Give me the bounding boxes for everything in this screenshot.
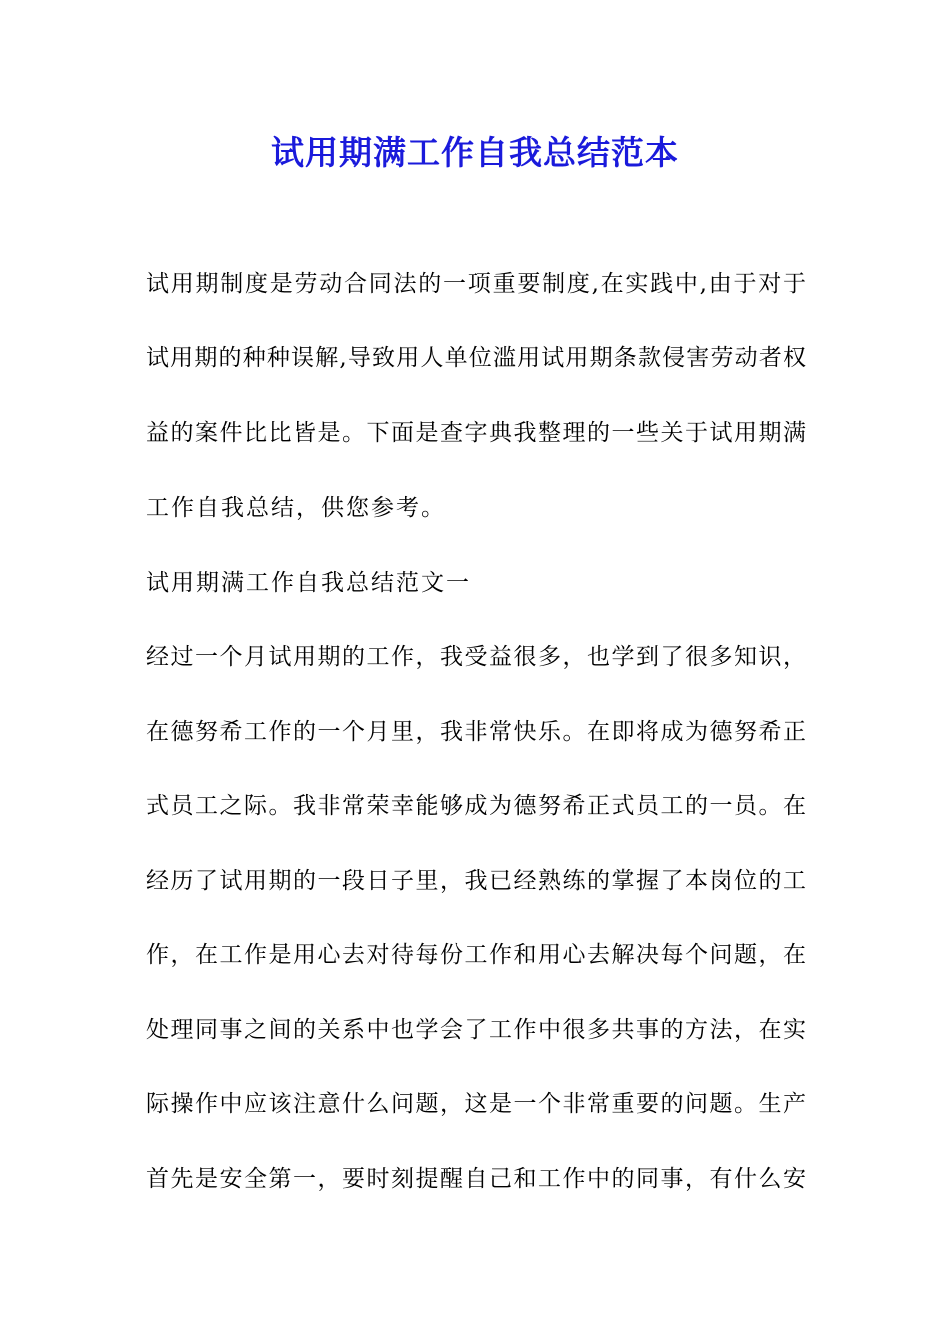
paragraph-line: 工作自我总结，供您参考。 [146, 495, 446, 521]
paragraph-line: 际操作中应该注意什么问题，这是一个非常重要的问题。生产 [146, 1091, 806, 1117]
paragraph-line: 益的案件比比皆是。下面是查字典我整理的一些关于试用期满 [146, 420, 806, 446]
paragraph-line: 首先是安全第一，要时刻提醒自己和工作中的同事，有什么安 [146, 1166, 806, 1192]
paragraph-line: 经历了试用期的一段日子里，我已经熟练的掌握了本岗位的工 [146, 868, 806, 894]
paragraph-line: 在德努希工作的一个月里，我非常快乐。在即将成为德努希正 [146, 719, 806, 745]
paragraph-line: 式员工之际。我非常荣幸能够成为德努希正式员工的一员。在 [146, 793, 806, 819]
paragraph-line: 经过一个月试用期的工作，我受益很多，也学到了很多知识， [146, 644, 806, 670]
paragraph-line: 试用期制度是劳动合同法的一项重要制度,在实践中,由于对于 [146, 271, 806, 297]
paragraph-line: 试用期的种种误解,导致用人单位滥用试用期条款侵害劳动者权 [146, 345, 806, 371]
section-heading: 试用期满工作自我总结范文一 [146, 570, 471, 596]
page-title: 试用期满工作自我总结范本 [271, 133, 679, 172]
paragraph-line: 处理同事之间的关系中也学会了工作中很多共事的方法，在实 [146, 1017, 806, 1043]
paragraph-line: 作，在工作是用心去对待每份工作和用心去解决每个问题，在 [146, 942, 806, 968]
